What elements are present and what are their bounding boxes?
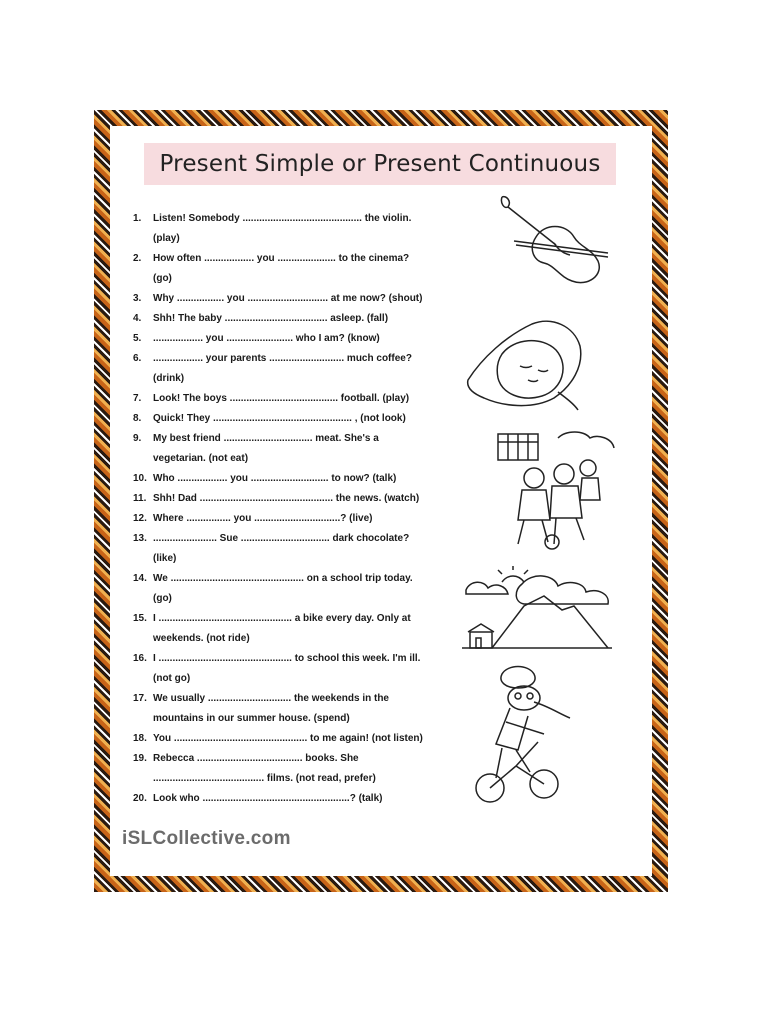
exercise-sentence: We usually .............................. the weekends in the: [153, 693, 389, 704]
exercise-number: 17.: [133, 693, 147, 704]
exercise-item: [133, 729, 453, 749]
exercise-number: 9.: [133, 433, 142, 444]
exercise-item: [133, 289, 453, 309]
exercise-item: [133, 489, 453, 509]
exercise-sentence-continued: (go): [153, 273, 172, 284]
exercise-sentence-continued: (go): [153, 593, 172, 604]
exercise-sentence: I ................................................ a bike every day. Only at: [153, 613, 411, 624]
exercise-number: 6.: [133, 353, 142, 364]
exercise-sentence-continued: (drink): [153, 373, 185, 384]
exercise-item: [133, 609, 453, 649]
site-watermark: iSLCollective.com: [122, 828, 291, 849]
exercise-number: 19.: [133, 753, 147, 764]
exercise-sentence-continued: vegetarian. (not eat): [153, 453, 249, 464]
violin-illustration: [496, 193, 612, 289]
exercise-item: [133, 529, 453, 569]
exercise-sentence: Listen! Somebody ........................................... the violin.: [153, 213, 412, 224]
exercise-item: [133, 569, 453, 609]
exercise-item: [133, 249, 453, 289]
exercise-sentence-continued: weekends. (not ride): [153, 633, 250, 644]
exercise-number: 15.: [133, 613, 147, 624]
exercise-number: 11.: [133, 493, 147, 504]
exercise-sentence: Where ................ you ...............................? (live): [153, 513, 373, 524]
exercise-sentence: Why ................. you ............................. at me now? (shout): [153, 293, 423, 304]
exercise-item: [133, 509, 453, 529]
exercise-item: [133, 649, 453, 689]
exercise-item: [133, 389, 453, 409]
exercise-item: [133, 309, 453, 329]
exercise-sentence-continued: (play): [153, 233, 180, 244]
exercise-number: 20.: [133, 793, 147, 804]
exercise-sentence: We ................................................ on a school trip today.: [153, 573, 413, 584]
exercise-number: 4.: [133, 313, 142, 324]
exercise-sentence: Shh! Dad ................................................ the news. (watch): [153, 493, 420, 504]
exercise-number: 18.: [133, 733, 147, 744]
exercise-number: 16.: [133, 653, 147, 664]
exercise-sentence: You ................................................ to me again! (not listen): [153, 733, 423, 744]
exercise-sentence: Look! The boys ....................................... football. (play): [153, 393, 410, 404]
exercise-number: 1.: [133, 213, 142, 224]
exercise-number: 12.: [133, 513, 147, 524]
exercise-sentence: Shh! The baby ..................................... asleep. (fall): [153, 313, 389, 324]
boys-playing-football-illustration: [494, 428, 620, 552]
exercise-item: [133, 469, 453, 489]
exercise-item: [133, 429, 453, 469]
cyclist-illustration: [466, 662, 578, 806]
exercise-number: 2.: [133, 253, 142, 264]
exercise-item: [133, 349, 453, 389]
exercise-sentence-continued: (not go): [153, 673, 191, 684]
exercise-item: [133, 749, 453, 789]
mountain-landscape-illustration: [462, 566, 612, 650]
exercise-sentence: .................. your parents ........................... much coffee?: [153, 353, 412, 364]
exercise-number: 8.: [133, 413, 142, 424]
exercise-number: 7.: [133, 393, 142, 404]
exercise-sentence: Look who .....................................................? (talk): [153, 793, 383, 804]
exercise-item: [133, 789, 453, 809]
exercise-sentence: I ................................................ to school this week. I'm ill.: [153, 653, 421, 664]
exercise-item: [133, 329, 453, 349]
exercise-sentence: Rebecca ...................................... books. She: [153, 753, 359, 764]
exercise-sentence-continued: ........................................ films. (not read, prefer): [153, 773, 376, 784]
exercise-item: [133, 409, 453, 429]
exercise-sentence-continued: (like): [153, 553, 177, 564]
exercise-sentence: How often .................. you ..................... to the cinema?: [153, 253, 410, 264]
exercise-sentence: Quick! They .................................................. , (not look): [153, 413, 406, 424]
exercise-sentence-continued: mountains in our summer house. (spend): [153, 713, 350, 724]
exercise-number: 14.: [133, 573, 147, 584]
exercise-item: [133, 689, 453, 729]
exercise-number: 13.: [133, 533, 147, 544]
sleeping-baby-illustration: [462, 314, 588, 412]
exercise-sentence: Who .................. you ............................ to now? (talk): [153, 473, 397, 484]
exercise-number: 3.: [133, 293, 142, 304]
worksheet-title: Present Simple or Present Continuous: [159, 151, 601, 177]
exercise-sentence: ....................... Sue ................................ dark chocolate?: [153, 533, 410, 544]
exercise-sentence: .................. you ........................ who I am? (know): [153, 333, 380, 344]
exercise-number: 5.: [133, 333, 142, 344]
exercise-item: [133, 209, 453, 249]
exercise-sentence: My best friend ................................ meat. She's a: [153, 433, 379, 444]
exercise-list: [133, 209, 453, 809]
exercise-number: 10.: [133, 473, 147, 484]
